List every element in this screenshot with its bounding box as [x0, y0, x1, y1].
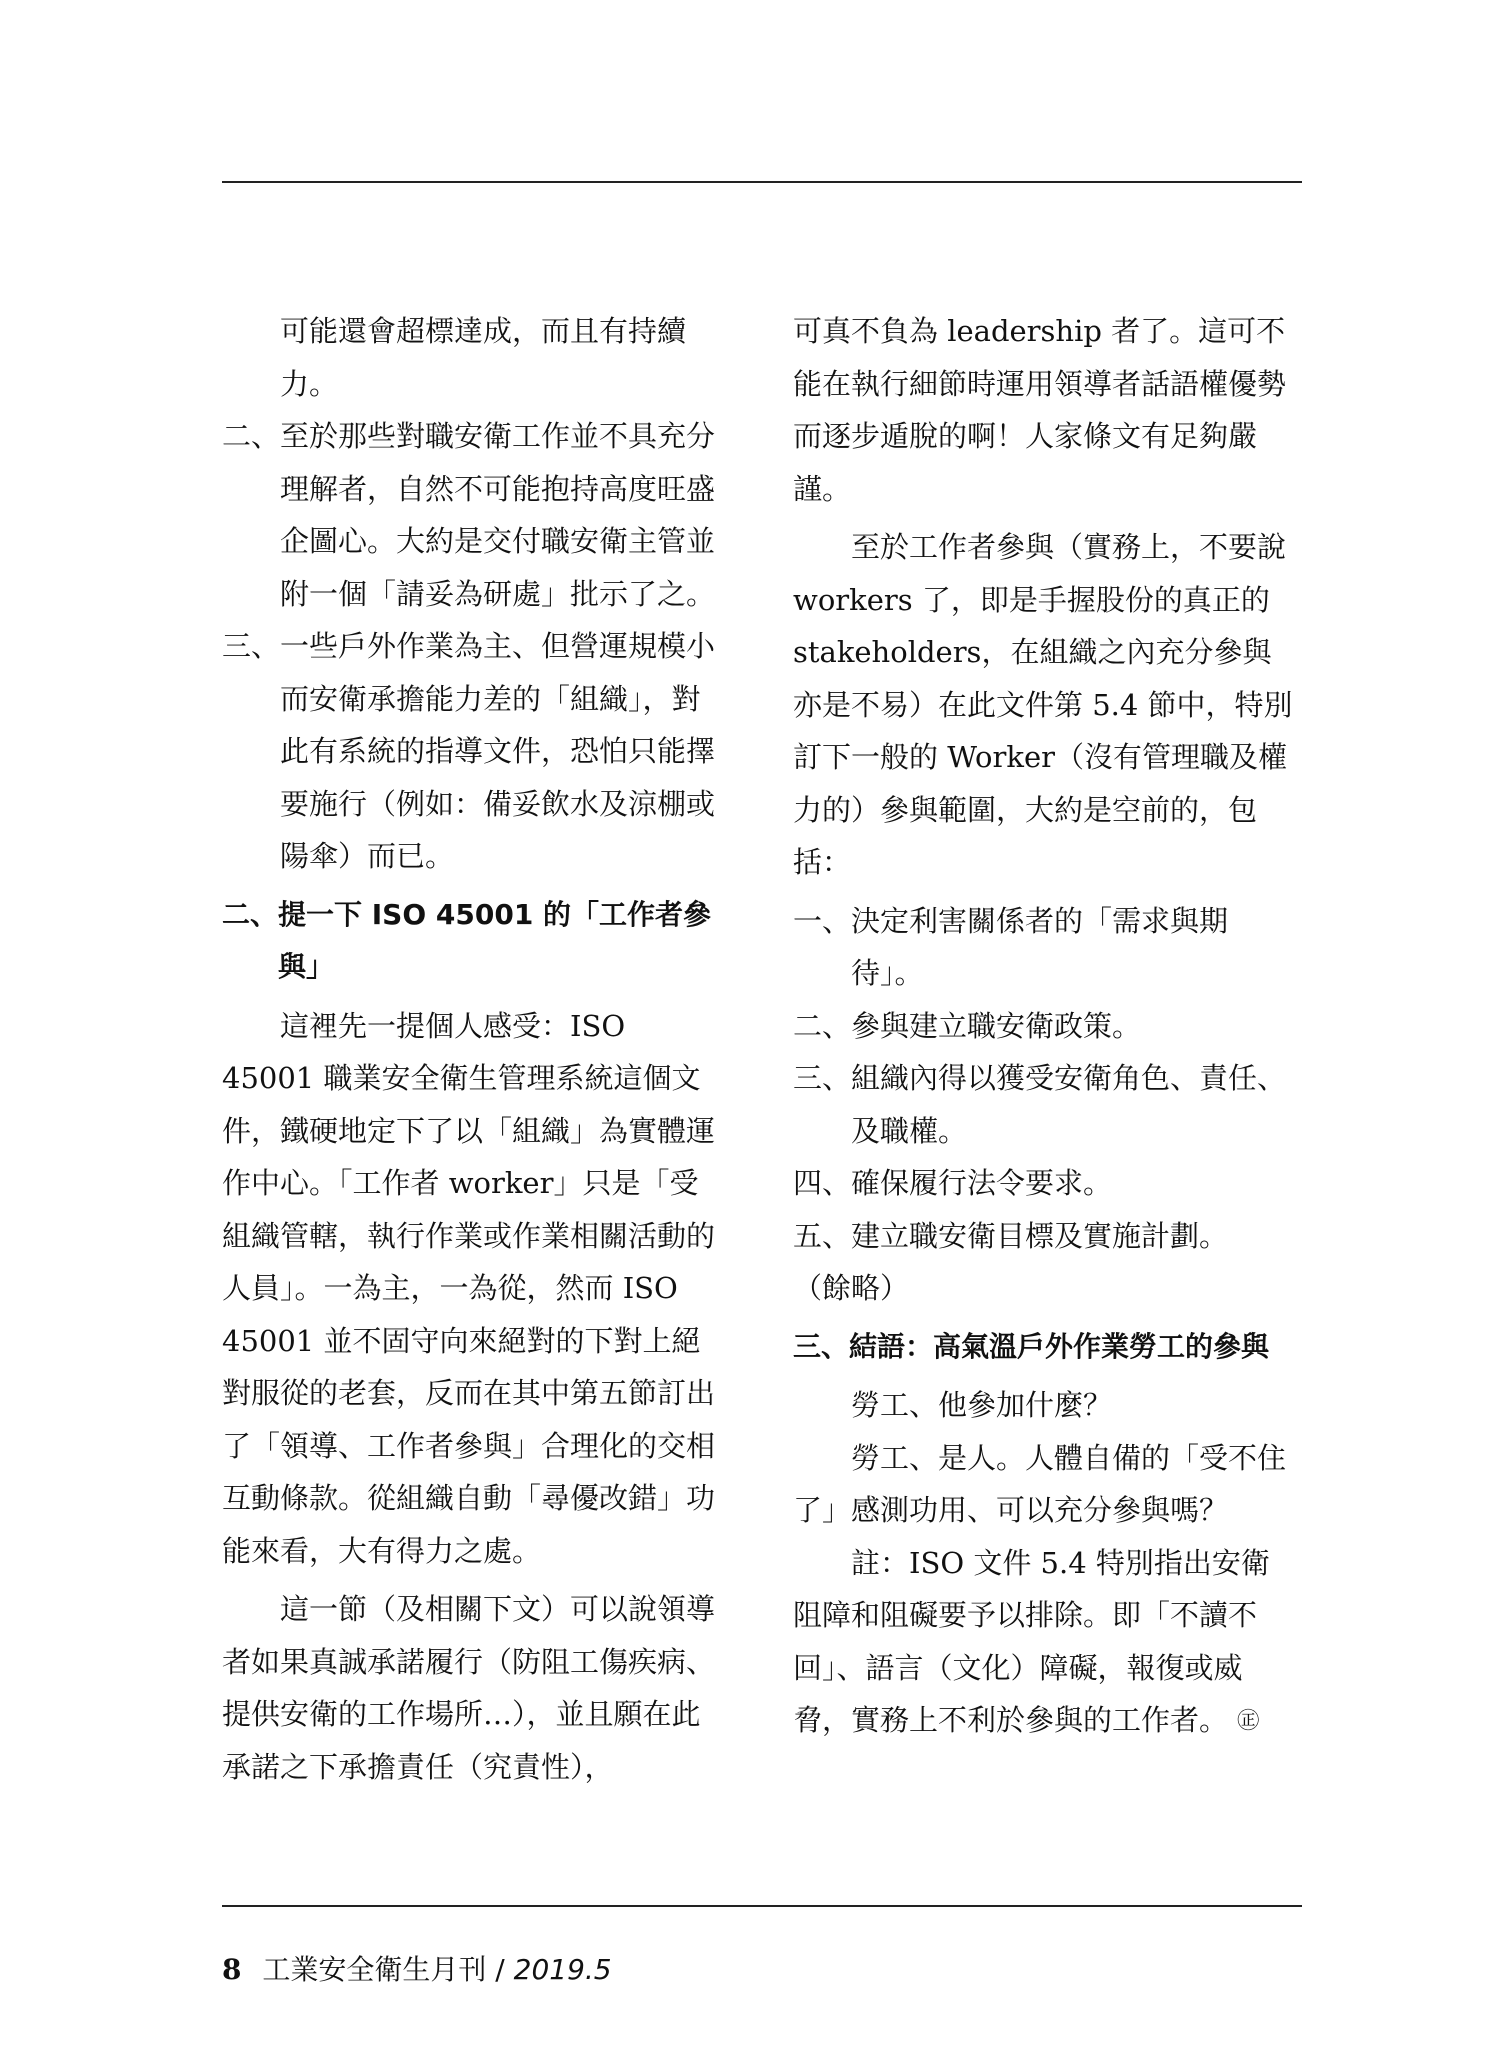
section-heading-2: 二、提一下 ISO 45001 的「工作者參與」 [222, 897, 712, 983]
paragraph-note [793, 1537, 1293, 1749]
item-continuation: 可能還會超標達成，而且有持續力。 [280, 314, 687, 401]
list-item: 三、組織內得以獲受安衛角色、責任、及職權。 [793, 1061, 1287, 1148]
right-column [793, 305, 1293, 1748]
page-footer [222, 1948, 612, 1988]
paragraph-leadership: 這一節（及相關下文）可以說領導者如果真誠承諾履行（防阻工傷疾病、提供安衛的工作場所…），並且願在此承諾之下承擔責任（究責性）， [222, 1592, 716, 1784]
list-item-2: 二、至於那些對職安衛工作並不具充分理解者，自然不可能抱持高度旺盛企圖心。大約是交付職安衛主管並附一個「請妥為研處」批示了之。 [222, 419, 716, 611]
paragraph-human: 勞工、是人。人體自備的「受不住了」感測功用、可以充分參與嗎？ [793, 1440, 1287, 1527]
omitted-note: （餘略） [793, 1271, 910, 1305]
end-mark-icon: ㊣ [1237, 1708, 1260, 1734]
list-item-3: 三、一些戶外作業為主、但營運規模小而安衛承擔能力差的「組織」，對此有系統的指導文件，恐怕只能擇要施行（例如：備妥飲水及涼棚或陽傘）而已。 [222, 629, 716, 873]
paragraph-continuation: 可真不負為 leadership 者了。這可不能在執行細節時運用領導者話語權優勢而逐步遁脫的啊！人家條文有足夠嚴謹。 [793, 314, 1287, 506]
left-column [222, 305, 722, 1793]
list-item: 四、確保履行法令要求。 [793, 1166, 1113, 1200]
paragraph-worker-participation: 至於工作者參與（實務上，不要說 workers 了，即是手握股份的真正的 stakeholders，在組織之內充分參與亦是不易）在此文件第 5.4 節中，特別訂下一般的 Worker（沒有管理職及權力的）參與範圍，大約是空前的，包括： [793, 530, 1293, 879]
header-rule [222, 181, 1302, 183]
list-item: 二、參與建立職安衛政策。 [793, 1008, 1142, 1043]
issue-date: 2019.5 [513, 1953, 612, 1986]
paragraph-personal-view: 這裡先一提個人感受：ISO 45001 職業安全衛生管理系統這個文件，鐵硬地定下了以「組織」為實體運作中心。「工作者 worker」只是「受組織管轄，執行作業或作業相關活動的人員」。一為主，一為從，然而 ISO 45001 並不固守向來絕對的下對上絕對服從的老套，反而在其中第五節訂出了「領導、工作者參與」合理化的交相互動條款。從組織自動「尋優改錯」功能來看，大有得力之處。 [222, 1008, 716, 1568]
note-text: 註：ISO 文件 5.4 特別指出安衛阻障和阻礙要予以排除。即「不讀不回」、語言（文化）障礙，報復或威脅，實務上不利於參與的工作者。 [793, 1545, 1270, 1737]
list-item: 一、決定利害關係者的「需求與期待」。 [793, 903, 1229, 990]
paragraph-question: 勞工、他參加什麼？ [851, 1388, 1113, 1422]
page-number: 8 [222, 1953, 242, 1986]
section-heading-3: 三、結語：高氣溫戶外作業勞工的參與 [793, 1329, 1270, 1363]
publication-name: 工業安全衛生月刊 / [262, 1953, 505, 1986]
list-item: 五、建立職安衛目標及實施計劃。 [793, 1218, 1229, 1253]
footer-rule [222, 1905, 1302, 1907]
